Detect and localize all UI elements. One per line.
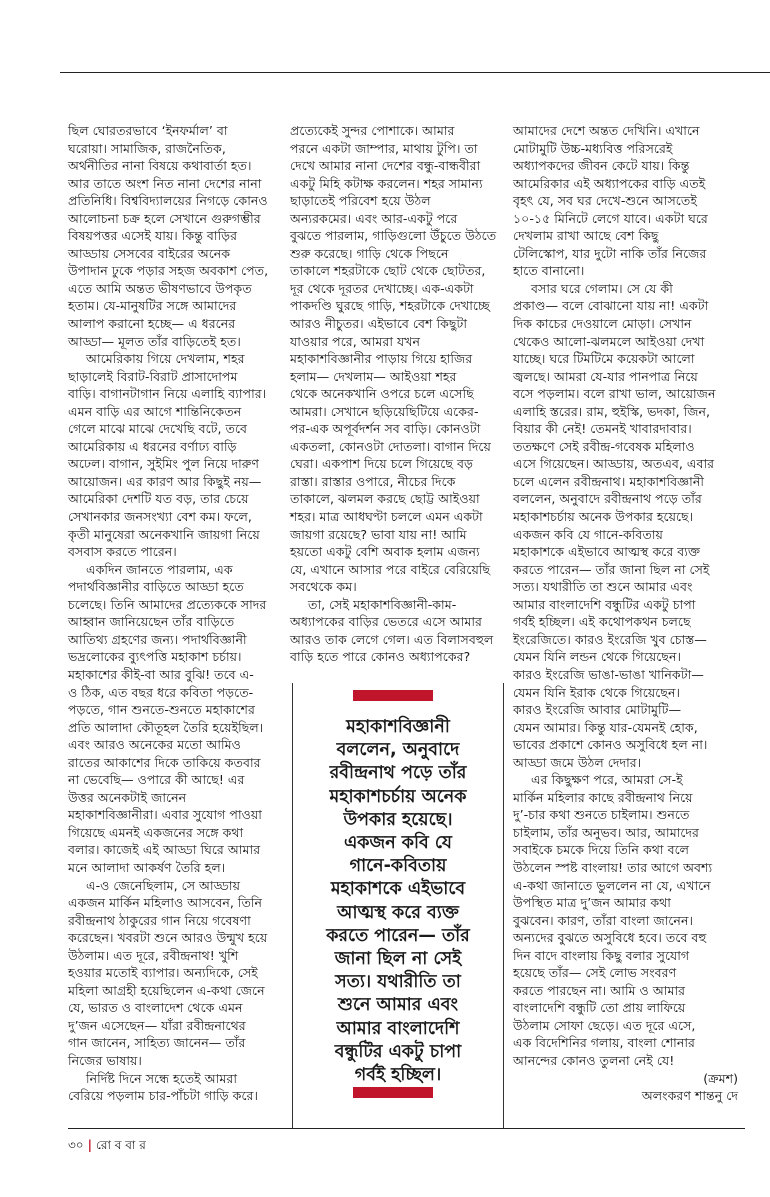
text-line: রাস্তা। রাস্তার ওপারে, নীচের দিকে — [290, 473, 456, 489]
text-line: এসে গিয়েছেন। আড্ডায়, অতএব, এবার — [513, 456, 715, 472]
pull-quote-line: রবীন্দ্রনাথ পড়ে তাঁর — [329, 763, 467, 784]
text-line: অধ্যাপকদের জীবন কেটে যায়। কিন্তু — [513, 158, 690, 174]
text-line: হতাম। যে-মানুষটির সঙ্গে আমাদের — [68, 298, 237, 314]
text-line: বাংলাদেশি বন্ধুটি তো প্রায় লাফিয়ে — [513, 1000, 686, 1016]
text-line: উঠলেন স্পষ্ট বাংলায়! তার আগে অবশ্য — [513, 859, 713, 875]
text-line: জায়গা রয়েছে? ভাবা যায় না! আমি — [290, 526, 467, 542]
text-line: পাকদণ্ডি ঘুরছে গাড়ি, শহরটাকে দেখাচ্ছে — [290, 298, 490, 314]
text-line: এমন বাড়ি এর আগে শান্তিনিকেতন — [68, 403, 242, 419]
continued-note: (ক্রমশ) — [703, 1070, 738, 1086]
text-line: অঢেল। বাগান, সুইমিং পুল নিয়ে দারুণ — [68, 456, 260, 472]
text-line: মোটামুটি উচ্চ-মধ্যবিত্ত পরিসরেই — [513, 140, 673, 156]
text-line: ইংরেজিতে। কারও ইংরেজি খুব চোস্ত— — [513, 631, 707, 647]
text-line: প্রতি আলাদা কৌতূহল তৈরি হয়েইছিল। — [68, 719, 264, 735]
text-line: আয়োজন। এর কারণ আর কিছুই নয়— — [68, 473, 262, 489]
text-line: উঠলাম সোফা ছেড়ে। এত দূরে এসে, — [513, 1017, 696, 1033]
text-line: আমেরিকা দেশটি যত বড়, তার চেয়ে — [68, 491, 249, 507]
text-line: বৃহৎ যে, সব ঘর দেখে-শুনে আসতেই — [513, 193, 697, 209]
text-line: মহাকাশবিজ্ঞানীরা। এবার সুযোগ পাওয়া — [68, 807, 262, 823]
text-line: অর্থনীতির নানা বিষয়ে কথাবার্তা হত। — [68, 158, 252, 174]
text-line: সেখানকার জনসংখ্যা বেশ কম। ফলে, — [68, 509, 252, 525]
text-line: একজন কবি যে গানে-কবিতায় — [513, 526, 663, 542]
text-line: আড্ডা জমে উঠল দেদার। — [513, 754, 642, 770]
text-line: আরও নীচুতর। এইভাবে বেশ কিছুটা — [290, 316, 468, 332]
text-line: ঘরোয়া। সামাজিক, রাজনৈতিক, — [68, 140, 226, 156]
text-line: যেমন আমার। কিন্তু যার-যেমনই হোক, — [513, 719, 698, 735]
pull-quote-line: সত্য। যথারীতি তা — [335, 972, 461, 993]
pull-quote-line: মহাকাশকে এইভাবে — [330, 879, 466, 900]
text-line: বসবাস করতে পারেন। — [68, 544, 177, 560]
illustration-credit: অলংকরণ শান্তনু দে — [641, 1088, 738, 1104]
text-line: কৃতী মানুষেরা অনেকখানি জায়গা নিয়ে — [68, 526, 260, 542]
text-line: শহর। মাত্র আধঘণ্টা চললে এমন একটা — [290, 509, 483, 525]
text-line: শুরু করেছে। গাড়ি থেকে পিছনে — [290, 245, 449, 261]
text-line: বুঝবেন। কারণ, তাঁরা বাংলা জানেন। — [513, 912, 693, 928]
text-line: প্রতিনিধি। বিশ্ববিদ্যালয়ের নিগড়ে কোনও — [68, 193, 268, 209]
text-line: তাকালে শহরটাকে ছোট থেকে ছোটতর, — [290, 263, 486, 279]
text-line: আমেরিকায় এ ধরনের বর্ণাঢ্য বাড়ি — [68, 438, 237, 454]
pull-quote-line: একজন কবি যে — [343, 833, 452, 854]
text-line: করতে পারছেন না। আমি ও আমার — [513, 982, 686, 998]
text-line: জ্বলছে। আমরা যে-যার পানপাত্র নিয়ে — [513, 368, 698, 384]
text-line: গিয়েছে এমনই একজনের সঙ্গে কথা — [68, 824, 244, 840]
text-line: একটু মিহি কটাক্ষ করলেন। শহর সামান্য — [290, 175, 483, 191]
text-line: হাতে বানানো। — [513, 263, 585, 279]
text-line: এতে আমি অন্তত ভীষণভাবে উপকৃত — [68, 280, 252, 296]
text-line: হলাম— দেখলাম— আইওয়া শহর — [290, 368, 457, 384]
pull-quote-line: জানা ছিল না সেই — [334, 949, 462, 970]
top-rule — [60, 72, 770, 73]
text-line: মহিলা আগ্রহী হয়েছিলেন এ-কথা জেনে — [68, 982, 265, 998]
text-line: নিজের ভাষায়। — [68, 1052, 142, 1068]
pull-quote-box — [292, 683, 504, 1128]
text-line: বললেন, অনুবাদে রবীন্দ্রনাথ পড়ে তাঁর — [513, 491, 702, 507]
text-line: দেখে আমার নানা দেশের বন্ধু-বান্ধবীরা — [290, 158, 481, 174]
text-line: আমেরিকার এই অধ্যাপকের বাড়ি এতই — [513, 175, 706, 191]
text-line: মহাকাশচর্চায় অনেক উপকার হয়েছে। — [513, 509, 694, 525]
text-line: বিয়ার কী নেই! তেমনই খাবারদাবার। — [513, 421, 692, 437]
text-line: প্রকাণ্ড— বলে বোঝানো যায় না! একটা — [513, 298, 709, 314]
text-line: ছাড়াতেই পরিবেশ হয়ে উঠল — [290, 193, 431, 209]
text-line: না ভেবেছি— ওপারে কী আছে! এর — [68, 772, 245, 788]
text-line: চলেছে। তিনি আমাদের প্রত্যেককে সাদর — [68, 596, 267, 612]
text-line: আড্ডা— মূলত তাঁর বাড়িতেই হত। — [68, 333, 241, 349]
pull-quote-line: মহাকাশচর্চায় অনেক — [329, 786, 467, 807]
pull-quote-line: আমার বাংলাদেশি — [336, 1018, 460, 1039]
text-line: একতলা, কোনওটা দোতলা। বাগান দিয়ে — [290, 438, 491, 454]
text-line: গেলে মাঝে মাঝে দেখেছি বটে, তবে — [68, 421, 248, 437]
text-line: অন্যরকমের। এবং আর-একটু পরে — [290, 210, 458, 226]
pull-quote-line: করতে পারেন— তাঁর — [326, 925, 470, 946]
pull-quote-line: উপকার হয়েছে। — [343, 809, 453, 830]
text-line: দেখলাম রাখা আছে বেশ কিছু — [513, 228, 659, 244]
text-line: বলার। কাজেই এই আড্ডা ঘিরে আমার — [68, 842, 261, 858]
text-line: এক বিদেশিনির গলায়, বাংলা শোনার — [513, 1035, 695, 1051]
text-line: পদার্থবিজ্ঞানীর বাড়িতে আড্ডা হতে — [68, 579, 244, 595]
text-line: থেকেও আলো-ঝলমলে আইওয়া দেখা — [513, 333, 705, 349]
text-line: আরও তাক লেগে গেল। এত বিলাসবহুল — [290, 631, 494, 647]
text-line: চলে এলেন রবীন্দ্রনাথ। মহাকাশবিজ্ঞানী — [513, 473, 704, 489]
text-line: ততক্ষণে সেই রবীন্দ্র-গবেষক মহিলাও — [513, 438, 695, 454]
text-line: আলোচনা চক্র হলে সেখানে গুরুগম্ভীর — [68, 210, 261, 226]
pull-quote-bottom-bar — [353, 1087, 433, 1098]
text-line: কারও ইংরেজি ভাঙা-ভাঙা খানিকটা— — [513, 666, 704, 682]
text-line: বিষয়পত্তর এসেই যায়। কিন্তু বাড়ির — [68, 228, 238, 244]
text-line: সবাইকে চমকে দিয়ে তিনি কথা বলে — [513, 842, 690, 858]
text-line: হয়েছে তাঁর— সেই লোভ সংবরণ — [513, 965, 677, 981]
text-line: দু’-চার কথা শুনতে চাইলাম। শুনতে — [513, 807, 690, 823]
text-line: উপাদান ঢুকে পড়ার সহজ অবকাশ পেত, — [68, 263, 269, 279]
text-line: এ-কথা জানাতে ভুললেন না যে, এখানে — [513, 877, 711, 893]
text-line: করেছেন। খবরটা শুনে আরও উন্মুখ হয়ে — [68, 930, 268, 946]
text-line: তাকালে, ঝলমল করছে ছোট্ট আইওয়া — [290, 491, 480, 507]
text-line: দিক কাচের দেওয়ালে মোড়া। সেখান — [513, 316, 692, 332]
text-line: তা, সেই মহাকাশবিজ্ঞানী-কাম- — [308, 596, 457, 612]
pull-quote-text — [293, 716, 503, 1087]
text-line: ভাবের প্রকাশে কোনও অসুবিধে হল না। — [513, 737, 708, 753]
magazine-name: রো ব বা র — [96, 1138, 146, 1152]
text-line: একদিন জানতে পারলাম, এক — [86, 561, 233, 577]
text-line: আলাপ করানো হচ্ছে— এ ধরনের — [68, 316, 236, 332]
text-line: উঠলাম। এত দূরে, রবীন্দ্রনাথ! খুশি — [68, 947, 239, 963]
text-line: মার্কিন মহিলার কাছে রবীন্দ্রনাথ নিয়ে — [513, 789, 693, 805]
text-line: প্রত্যেকেই সুন্দর পোশাকে। আমার — [290, 123, 455, 138]
text-line: এলাহি স্তরের। রাম, হুইস্কি, ভদকা, জিন, — [513, 403, 711, 419]
text-line: এ-ও জেনেছিলাম, সে আড্ডায় — [86, 877, 240, 893]
page-number: ৩০ — [68, 1138, 84, 1152]
text-line: সবথেকে কম। — [290, 579, 357, 595]
text-line: হওয়ার মতোই ব্যাপার। অন্যদিকে, সেই — [68, 965, 258, 981]
text-line: আমাদের দেশে অন্তত দেখিনি। এখানে — [513, 123, 700, 138]
text-line: হয়তো একটু বেশি অবাক হলাম এজন্য — [290, 544, 480, 560]
text-line: আড্ডায় সেসবের বাইরের অনেক — [68, 245, 231, 261]
text-line: ছাড়ালেই বিরাট-বিরাট প্রাসাদোপম — [68, 368, 238, 384]
text-line: আহ্বান জানিয়েছেন তাঁর বাড়িতে — [68, 614, 235, 630]
text-line: বসার ঘরে গেলাম। সে যে কী — [531, 280, 673, 296]
text-line: পরনে একটা জাম্পার, মাথায় টুপি। তা — [290, 140, 478, 156]
text-line: পড়তে, গান শুনতে-শুনতে মহাকাশের — [68, 702, 255, 718]
text-line: গান জানেন, সাহিত্য জানেন— তাঁর — [68, 1035, 246, 1051]
text-line: ভদ্রলোকের ব্যুৎপত্তি মহাকাশ চর্চায়। — [68, 649, 242, 665]
text-line: বেরিয়ে পড়লাম চার-পাঁচটা গাড়ি করে। — [68, 1088, 258, 1104]
text-line: সত্য। যথারীতি তা শুনে আমার এবং — [513, 579, 693, 595]
text-line: আনন্দের কোনও তুলনা নেই যে! — [513, 1052, 675, 1068]
text-line: মহাকাশের কীই-বা আর বুঝি! তবে এ- — [68, 666, 254, 682]
text-line: করতে পারেন— তাঁর জানা ছিল না সেই — [513, 561, 710, 577]
text-line: উত্তর অনেকটাই জানেন — [68, 789, 187, 805]
text-line: অধ্যাপকের বাড়ির ভেতরে এসে আমার — [290, 614, 482, 630]
text-line: যেমন যিনি ইরাক থেকে গিয়েছেন। — [513, 684, 680, 700]
pull-quote-line: মহাকাশবিজ্ঞানী — [346, 717, 450, 737]
text-line: নির্দিষ্ট দিনে সন্ধে হতেই আমরা — [86, 1070, 237, 1086]
text-line: দু’জন এসেছেন— যাঁরা রবীন্দ্রনাথের — [68, 1017, 246, 1033]
text-line: আমরা। সেখানে ছড়িয়েছিটিয়ে একের- — [290, 403, 479, 419]
pull-quote-line: শুনে আমার এবং — [337, 995, 459, 1016]
text-line: আমার বাংলাদেশি বন্ধুটির একটু চাপা — [513, 596, 696, 612]
article-column-2 — [290, 122, 500, 666]
text-line: ১০-১৫ মিনিটে লেগে যাবে। একটা ঘরে — [513, 210, 708, 226]
text-line: যে, ভারত ও বাংলাদেশ থেকে এমন — [68, 1000, 243, 1016]
text-line: কারও ইংরেজি আবার মোটামুটি— — [513, 702, 682, 718]
text-line: মনে আলাদা আকর্ষণ তৈরি হল। — [68, 859, 226, 875]
text-line: ও ঠিক, এত বছর ধরে কবিতা পড়তে- — [68, 684, 254, 700]
text-line: উপস্থিত মাত্র দু’জন আমার কথা — [513, 895, 671, 911]
text-line: মহাকাশকে এইভাবে আত্মস্থ করে ব্যক্ত — [513, 544, 701, 560]
text-line: যাচ্ছে। ঘরে টিমটিমে কয়েকটা আলো — [513, 351, 695, 367]
text-line: দিন বাদে বাংলায় কিছু বলার সুযোগ — [513, 947, 690, 963]
pull-quote-top-bar — [353, 690, 433, 701]
text-line: এবং আরও অনেকের মতো আমিও — [68, 737, 241, 753]
text-line: বাড়ি হতে পারে কোনও অধ্যাপকের? — [290, 649, 471, 665]
article-column-3 — [513, 122, 748, 1105]
text-line: ঘেরা। একপাশ দিয়ে চলে গিয়েছে বড় — [290, 456, 473, 472]
pull-quote-line: গর্বই হচ্ছিল। — [354, 1065, 442, 1086]
text-line: দূর থেকে দূরতর দেখাচ্ছে। এক-একটা — [290, 280, 474, 296]
text-line: বাড়ি। বাগানটাগান নিয়ে এলাহি ব্যাপার। — [68, 386, 267, 402]
bottom-rule — [68, 1128, 745, 1129]
text-line: ছিল ঘোরতরভাবে ‘ইনফর্মাল’ বা — [68, 123, 228, 138]
text-line: যে, এখানে আসার পরে বাইরে বেরিয়েছি — [290, 561, 491, 577]
text-line: রাতের আকাশের দিকে তাকিয়ে কতবার — [68, 754, 261, 770]
text-line: বুঝতে পারলাম, গাড়িগুলো উঁচুতে উঠতে — [290, 228, 497, 244]
pull-quote-line: বললেন, অনুবাদে — [336, 740, 460, 761]
text-line: যেমন যিনি লন্ডন থেকে গিয়েছেন। — [513, 649, 682, 665]
text-line: থেকে অনেকখানি ওপরে চলে এসেছি — [290, 386, 474, 402]
text-line: আর তাতে অংশ নিত নানা দেশের নানা — [68, 175, 262, 191]
text-line: রবীন্দ্রনাথ ঠাকুরের গান নিয়ে গবেষণা — [68, 912, 251, 928]
article-column-1 — [68, 122, 283, 1105]
text-line: বসে পড়লাম। বলে রাখা ভাল, আয়োজন — [513, 386, 716, 402]
text-line: চাইলাম, তাঁর অনুভব। আর, আমাদের — [513, 824, 699, 840]
text-line: একজন মার্কিন মহিলাও আসবেন, তিনি — [68, 895, 263, 911]
page-footer — [68, 1137, 146, 1157]
text-line: টেলিস্কোপ, যার দুটো নাকি তাঁর নিজের — [513, 245, 707, 261]
text-line: আতিথ্য গ্রহণের জন্য। পদার্থবিজ্ঞানী — [68, 631, 247, 647]
pull-quote-line: বন্ধুটির একটু চাপা — [334, 1041, 462, 1062]
text-line: যাওয়ার পরে, আমরা যখন — [290, 333, 421, 349]
text-line: অন্যদের বুঝতে অসুবিধে হবে। তবে বহু — [513, 930, 707, 946]
text-line: আমেরিকায় গিয়ে দেখলাম, শহর — [86, 351, 245, 367]
text-line: মহাকাশবিজ্ঞানীর পাড়ায় গিয়ে হাজির — [290, 351, 473, 367]
text-line: পর-এক অপূর্বদর্শন সব বাড়ি। কোনওটা — [290, 421, 481, 437]
pull-quote-line: আত্মস্থ করে ব্যক্ত — [337, 902, 459, 923]
text-line: গর্বই হচ্ছিল। এই কথোপকথন চলছে — [513, 614, 691, 630]
pull-quote-line: গানে-কবিতায় — [349, 856, 447, 877]
text-line: এর কিছুক্ষণ পরে, আমরা সে-ই — [531, 772, 683, 788]
footer-separator: | — [87, 1138, 92, 1152]
